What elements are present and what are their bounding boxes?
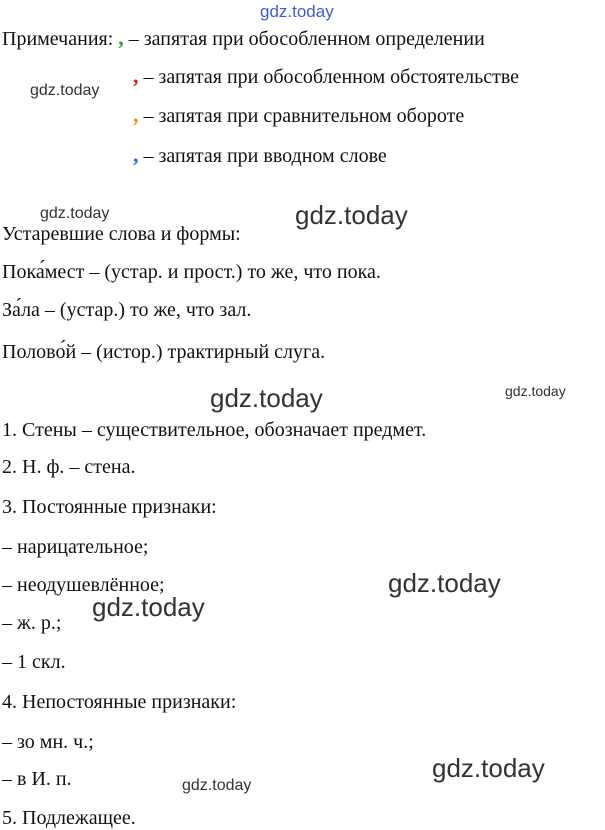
analysis-line-11: 5. Подлежащее. (2, 807, 136, 829)
notes-heading: Примечания: (2, 28, 114, 50)
watermark: gdz.today (92, 592, 205, 622)
comma-symbol-blue: , (133, 142, 139, 167)
analysis-line-7: – 1 скл. (2, 651, 66, 673)
analysis-line-4: – нарицательное; (2, 536, 149, 558)
archaic-entry-2: За́ла – (устар.) то же, что зал. (2, 299, 252, 321)
watermark: gdz.today (182, 777, 252, 794)
analysis-line-2: 2. Н. ф. – стена. (2, 456, 136, 478)
watermark: gdz.today (295, 200, 408, 230)
note-text-4: – запятая при вводном слове (138, 145, 387, 167)
watermark: gdz.today (260, 2, 334, 21)
analysis-line-6: – ж. р.; (2, 612, 62, 634)
archaic-heading: Устаревшие слова и формы: (2, 223, 241, 245)
notes-line-1 (2, 26, 485, 51)
comma-symbol-green: , (118, 25, 124, 50)
analysis-line-10: – в И. п. (2, 768, 72, 790)
comma-symbol-orange: , (133, 102, 139, 127)
note-text-3: – запятая при сравнительном обороте (138, 105, 465, 127)
analysis-line-5: – неодушевлённое; (2, 574, 165, 596)
watermark: gdz.today (40, 205, 110, 222)
watermark: gdz.today (432, 753, 545, 783)
analysis-line-1: 1. Стены – существительное, обозначает предмет. (2, 419, 427, 441)
notes-line-4 (133, 143, 387, 168)
analysis-line-9: – зо мн. ч.; (2, 731, 94, 753)
watermark: gdz.today (210, 383, 323, 413)
notes-line-3 (133, 103, 464, 128)
note-text-1: – запятая при обособленном определении (123, 28, 485, 50)
archaic-entry-3: Полово́й – (истор.) трактирный слуга. (2, 341, 326, 363)
comma-symbol-red: , (133, 63, 139, 88)
watermark: gdz.today (30, 82, 100, 99)
analysis-line-3: 3. Постоянные признаки: (2, 496, 217, 518)
watermark: gdz.today (388, 568, 501, 598)
watermark: gdz.today (505, 383, 566, 399)
notes-line-2 (133, 64, 519, 89)
analysis-line-8: 4. Непостоянные признаки: (2, 691, 237, 713)
note-text-2: – запятая при обособленном обстоятельстве (138, 66, 520, 88)
archaic-entry-1: Пока́мест – (устар. и прост.) то же, что пока. (2, 261, 381, 283)
